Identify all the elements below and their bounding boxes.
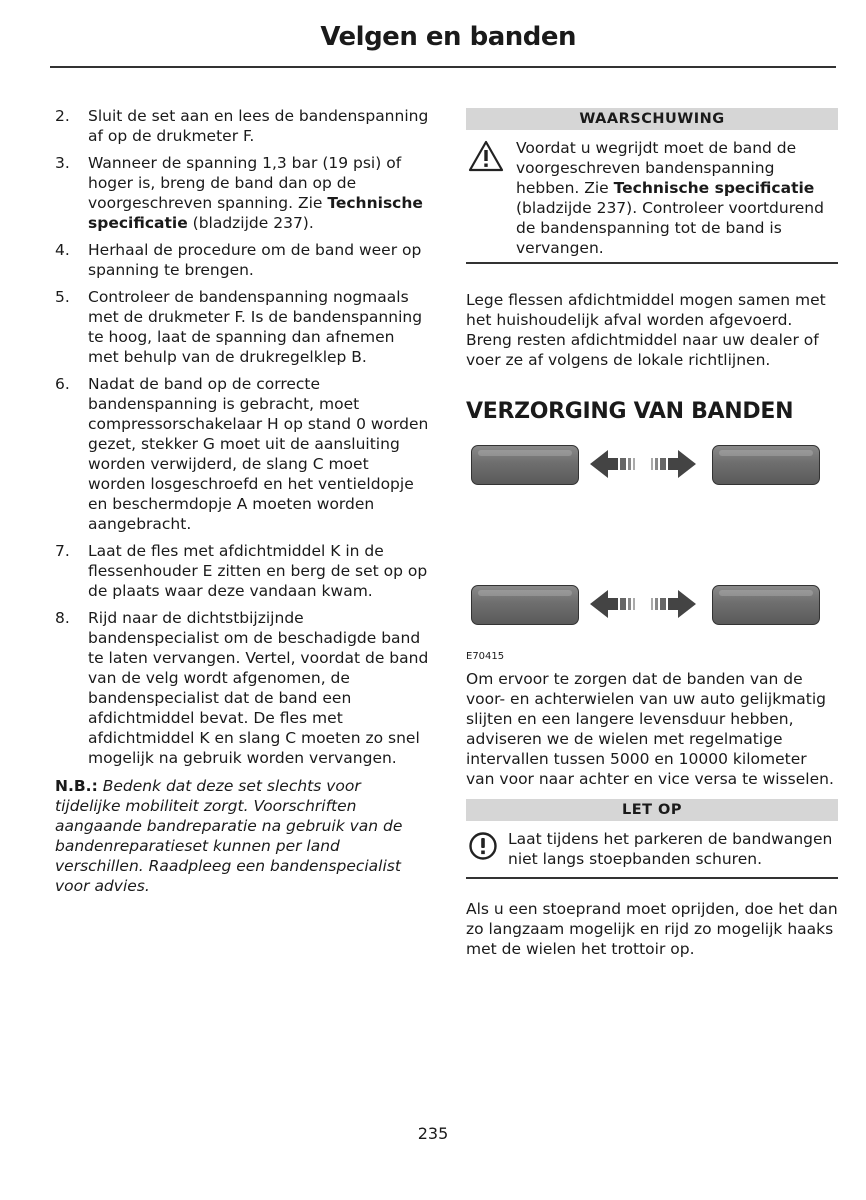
right-column xyxy=(466,108,838,959)
section-title: VERZORGING VAN BANDEN xyxy=(466,399,794,424)
step-number: 4. xyxy=(55,241,70,259)
rotation-text: Om ervoor te zorgen dat de banden van de voor- en achterwielen van uw auto gelijkmatig slijten en een langere levensduur hebben, adviseren we de wielen met regelmatige intervallen tussen 5000 en 10000 kilometer van voor naar achter en vice versa te wisselen. xyxy=(466,670,834,788)
list-item xyxy=(55,608,430,768)
tire-front-left xyxy=(471,445,579,485)
caution-heading: LET OP xyxy=(466,799,838,821)
caution-box xyxy=(466,821,838,873)
step-text: Wanneer de spanning 1,3 bar (19 psi) of hoger is, breng de band dan op de voorgeschreven spanning. Zie xyxy=(88,154,402,212)
list-item xyxy=(55,106,430,146)
spec-link[interactable]: Technische specificatie xyxy=(613,179,815,197)
warning-triangle-icon xyxy=(468,140,504,172)
list-item xyxy=(55,541,430,601)
step-text: Sluit de set aan en lees de bandenspanning af op de drukmeter F. xyxy=(88,107,429,145)
note-label: N.B.: xyxy=(55,777,98,795)
disposal-text: Lege flessen afdichtmiddel mogen samen met het huishoudelijk afval worden afgevoerd. Breng resten afdichtmiddel naar uw dealer of voer ze af volgens de lokale richtlijnen. xyxy=(466,291,826,369)
double-arrow-icon xyxy=(588,588,698,620)
tire-rear-right xyxy=(712,585,820,625)
step-text: Rijd naar de dichtstbijzijnde bandenspecialist om de beschadigde band te laten vervangen. Vertel, voordat de band van de velg wordt afgenomen, de bandenspecialist dat de band een afdichtmiddel bevat. De fles met afdichtmiddel K en slang C moeten zo snel mogelijk na gebruik worden vervangen. xyxy=(88,609,429,767)
warning-heading: WAARSCHUWING xyxy=(466,108,838,130)
figure-code: E70415 xyxy=(466,651,505,662)
step-number: 2. xyxy=(55,107,70,125)
steps-list xyxy=(55,106,430,768)
left-column xyxy=(55,106,430,896)
caution-exclamation-icon xyxy=(468,831,498,861)
note-text: Bedenk dat deze set slechts voor tijdelijke mobiliteit zorgt. Voorschriften aangaande bandreparatie na gebruik van de bandenreparatieset kunnen per land verschillen. Raadpleeg een bandenspecialist voor advies. xyxy=(55,777,403,895)
step-text: Nadat de band op de correcte bandenspanning is gebracht, moet compressorschakelaar H op stand 0 worden gezet, stekker G moet uit de aansluiting worden verwijderd, de slang C moet worden losgeschroefd en het ventieldopje en beschermdopje A moeten worden aangebracht. xyxy=(88,375,429,533)
step-number: 7. xyxy=(55,542,70,560)
step-text: Laat de fles met afdichtmiddel K in de flessenhouder E zitten en berg de set op op de plaats waar deze vandaan kwam. xyxy=(88,542,428,600)
list-item xyxy=(55,287,430,367)
warning-rule xyxy=(466,262,838,264)
list-item xyxy=(55,153,430,233)
tire-rotation-illustration xyxy=(466,440,838,665)
list-item xyxy=(55,374,430,534)
list-item xyxy=(55,240,430,280)
tire-rear-left xyxy=(471,585,579,625)
spec-link[interactable]: Technische specificatie xyxy=(88,194,423,232)
warning-box xyxy=(466,130,838,262)
page-title: Velgen en banden xyxy=(320,22,576,52)
step-number: 6. xyxy=(55,375,70,393)
step-text: Herhaal de procedure om de band weer op spanning te brengen. xyxy=(88,241,422,279)
caution-text: Laat tijdens het parkeren de bandwangen niet langs stoepbanden schuren. xyxy=(508,830,833,868)
tire-front-right xyxy=(712,445,820,485)
warning-text: Voordat u wegrijdt moet de band de voorgeschreven bandenspanning hebben. Zie Technische specificatie (bladzijde 237). Controleer voortdurend de bandenspanning tot de band is vervangen. xyxy=(516,139,824,257)
step-text: Controleer de bandenspanning nogmaals met de drukmeter F. Is de bandenspanning te hoog, laat de spanning dan afnemen met behulp van de drukregelklep B. xyxy=(88,288,423,366)
step-number: 5. xyxy=(55,288,70,306)
double-arrow-icon xyxy=(588,448,698,480)
step-number: 8. xyxy=(55,609,70,627)
title-rule xyxy=(50,66,836,68)
curb-text: Als u een stoeprand moet oprijden, doe het dan zo langzaam mogelijk en rijd zo mogelijk haaks met de wielen het trottoir op. xyxy=(466,900,838,958)
caution-rule xyxy=(466,877,838,879)
step-text: (bladzijde 237). xyxy=(187,214,314,232)
step-number: 3. xyxy=(55,154,70,172)
note xyxy=(55,776,430,896)
page-number: 235 xyxy=(417,1124,449,1143)
